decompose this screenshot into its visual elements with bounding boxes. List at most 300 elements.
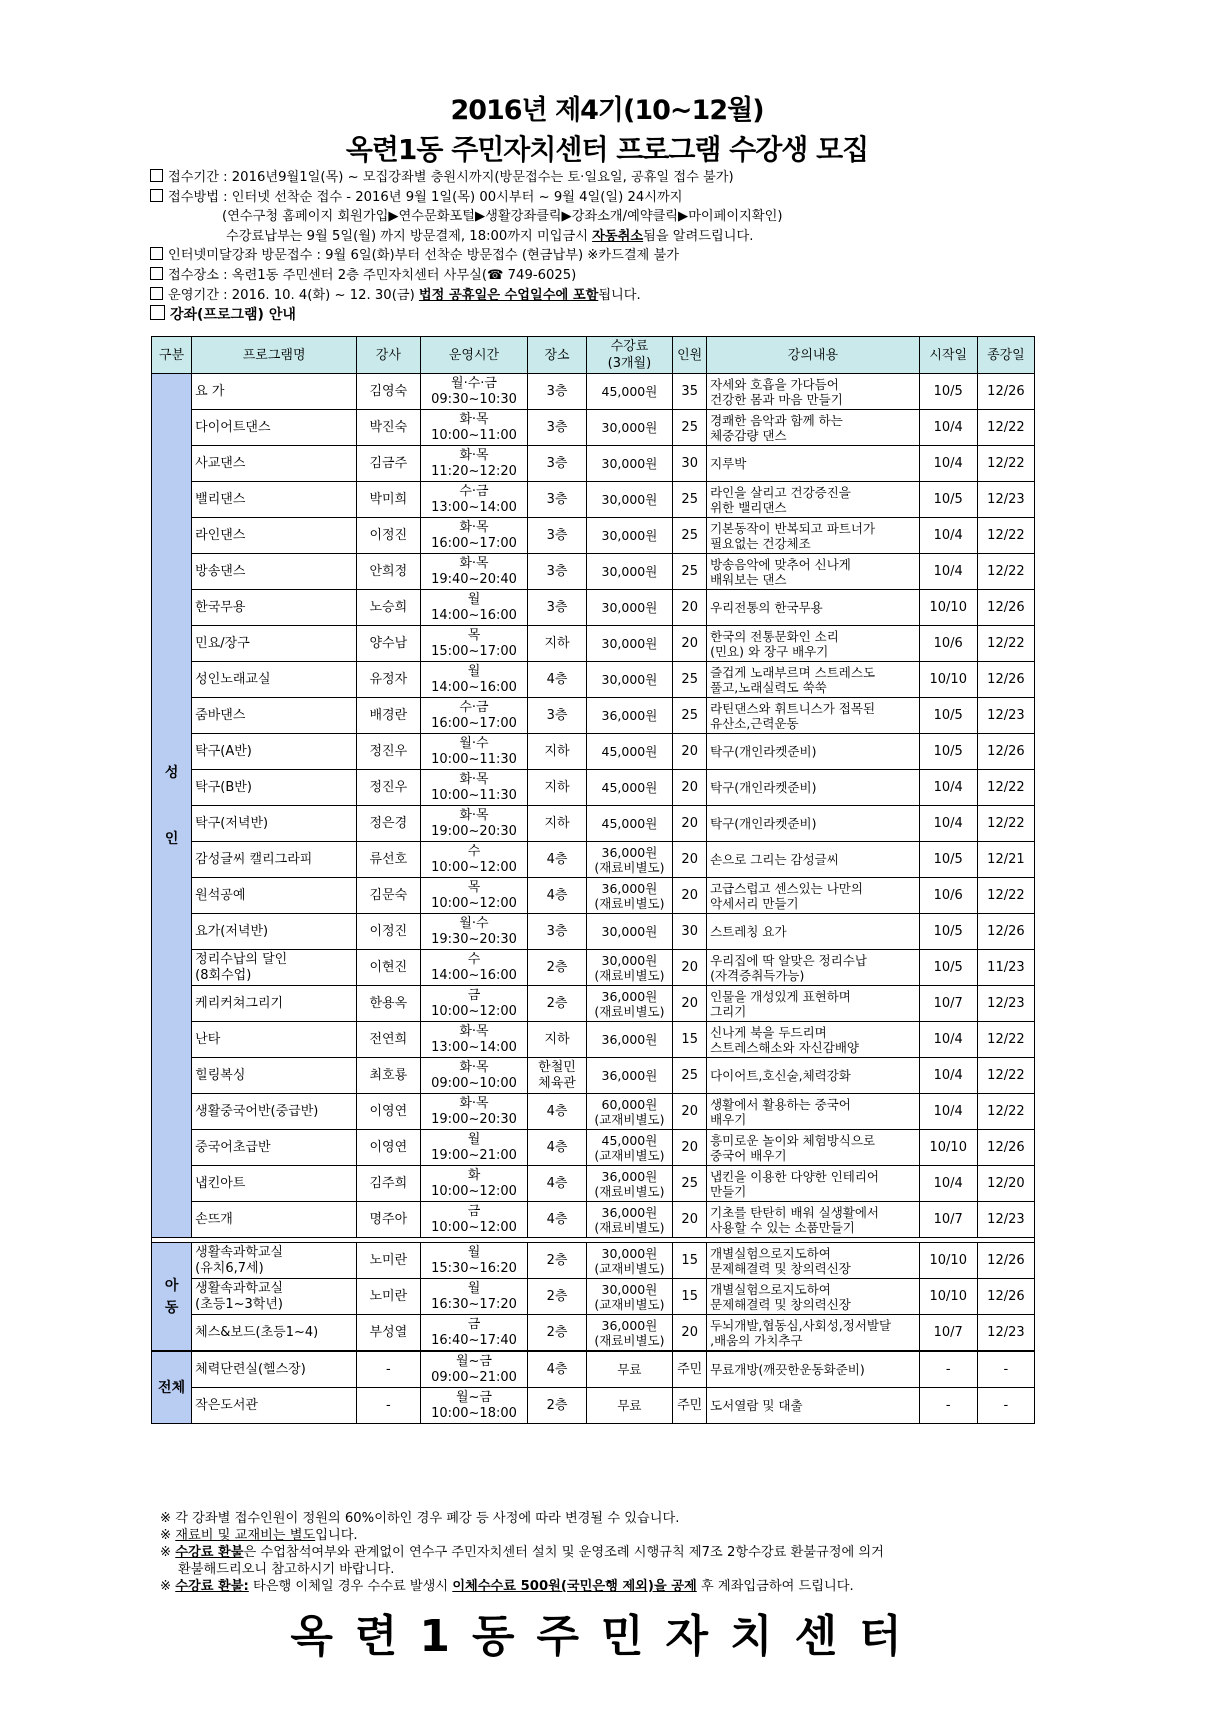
capacity: 25 — [673, 662, 707, 698]
capacity: 주민 — [673, 1388, 707, 1424]
start-date: 10/4 — [919, 770, 977, 806]
capacity: 25 — [673, 410, 707, 446]
end-date: 12/22 — [977, 1022, 1034, 1058]
end-date: 12/26 — [977, 374, 1034, 410]
checkbox-icon — [150, 247, 163, 260]
schedule: 금 10:00~12:00 — [420, 1202, 528, 1238]
capacity: 25 — [673, 698, 707, 734]
program-name: 체력단련실(헬스장) — [192, 1351, 357, 1388]
course-content: 손으로 그리는 감성글씨 — [707, 842, 920, 878]
end-date: 12/22 — [977, 518, 1034, 554]
end-date: 12/26 — [977, 590, 1034, 626]
fee: 36,000원 — [586, 698, 673, 734]
fee: 36,000원 — [586, 1058, 673, 1094]
table-row — [152, 1388, 1035, 1424]
fee: 60,000원 (교재비별도) — [586, 1094, 673, 1130]
notice-place: 접수장소 : 옥련1동 주민센터 2층 주민자치센터 사무실(☎ 749-6025) — [168, 267, 577, 283]
table-row — [152, 770, 1035, 806]
schedule: 월 19:00~21:00 — [420, 1130, 528, 1166]
table-row — [152, 842, 1035, 878]
table-row — [152, 1130, 1035, 1166]
capacity: 30 — [673, 446, 707, 482]
schedule: 월~금 10:00~18:00 — [420, 1388, 528, 1424]
notice-steps: (연수구청 홈페이지 회원가입▶연수문화포털▶생활강좌클릭▶강좌소개/예약클릭▶마이페이지확인) — [222, 209, 783, 225]
teacher-name: 류선호 — [357, 842, 420, 878]
course-content: 방송음악에 맞추어 신나게 배워보는 댄스 — [707, 554, 920, 590]
course-content: 도서열람 및 대출 — [707, 1388, 920, 1424]
capacity: 30 — [673, 914, 707, 950]
capacity: 20 — [673, 1202, 707, 1238]
end-date: 12/22 — [977, 1058, 1034, 1094]
program-name: 줌바댄스 — [192, 698, 357, 734]
page-title-line1: 2016년 제4기(10~12월) — [450, 95, 764, 126]
schedule: 수 14:00~16:00 — [420, 950, 528, 986]
fee: 36,000원 (재료비별도) — [586, 1202, 673, 1238]
footnote-2: ※ 재료비 및 교재비는 별도입니다. — [160, 1528, 358, 1543]
table-row — [152, 1315, 1035, 1352]
table-row — [152, 698, 1035, 734]
course-content: 개별실험으로지도하여 문제해결력 및 창의력신장 — [707, 1243, 920, 1279]
course-content: 냅킨을 이용한 다양한 인테리어 만들기 — [707, 1166, 920, 1202]
place: 4층 — [528, 1094, 586, 1130]
capacity: 25 — [673, 1058, 707, 1094]
teacher-name: 전연희 — [357, 1022, 420, 1058]
end-date: 12/22 — [977, 878, 1034, 914]
table-row — [152, 1279, 1035, 1315]
program-name: 체스&보드(초등1~4) — [192, 1315, 357, 1352]
start-date: 10/4 — [919, 1058, 977, 1094]
fee: 30,000원 (교재비별도) — [586, 1243, 673, 1279]
teacher-name: 이영연 — [357, 1130, 420, 1166]
schedule: 화·목 19:00~20:30 — [420, 806, 528, 842]
table-row — [152, 1022, 1035, 1058]
fee: 30,000원 — [586, 518, 673, 554]
start-date: 10/4 — [919, 1022, 977, 1058]
course-content: 기초를 탄탄히 배워 실생활에서 사용할 수 있는 소품만들기 — [707, 1202, 920, 1238]
fee: 36,000원 (재료비별도) — [586, 878, 673, 914]
checkbox-icon — [150, 169, 163, 182]
place: 2층 — [528, 986, 586, 1022]
schedule: 금 16:40~17:40 — [420, 1315, 528, 1352]
schedule: 월 14:00~16:00 — [420, 590, 528, 626]
end-date: 12/26 — [977, 1279, 1034, 1315]
start-date: 10/5 — [919, 842, 977, 878]
place: 지하 — [528, 626, 586, 662]
course-content: 우리집에 딱 알맞은 정리수납 (자격증취득가능) — [707, 950, 920, 986]
place: 한철민 체육관 — [528, 1058, 586, 1094]
end-date: 12/26 — [977, 734, 1034, 770]
program-name: 성인노래교실 — [192, 662, 357, 698]
fee: 30,000원 — [586, 482, 673, 518]
table-row — [152, 806, 1035, 842]
course-content: 지루박 — [707, 446, 920, 482]
footer-org-name: 옥련1동주민자치센터 — [290, 1611, 924, 1662]
footnote-4: ※ 수강료 환불: 타은행 이체일 경우 수수료 발생시 이체수수료 500원(국민은행 제외)을 공제 후 계좌입금하여 드립니다. — [160, 1579, 854, 1594]
course-content: 한국의 전통문화인 소리 (민요) 와 장구 배우기 — [707, 626, 920, 662]
program-name: 민요/장구 — [192, 626, 357, 662]
course-content: 신나게 북을 두드리며 스트레스해소와 자신감배양 — [707, 1022, 920, 1058]
table-row — [152, 734, 1035, 770]
end-date: 12/22 — [977, 626, 1034, 662]
place: 3층 — [528, 374, 586, 410]
start-date: 10/5 — [919, 374, 977, 410]
place: 2층 — [528, 950, 586, 986]
fee: 30,000원 — [586, 914, 673, 950]
start-date: - — [919, 1351, 977, 1388]
header-end: 종강일 — [977, 337, 1034, 374]
table-row — [152, 518, 1035, 554]
course-content: 생활에서 활용하는 중국어 배우기 — [707, 1094, 920, 1130]
course-content: 라인을 살리고 건강증진을 위한 밸리댄스 — [707, 482, 920, 518]
capacity: 25 — [673, 554, 707, 590]
course-content: 무료개방(깨끗한운동화준비) — [707, 1351, 920, 1388]
fee: 45,000원 — [586, 734, 673, 770]
teacher-name: - — [357, 1351, 420, 1388]
teacher-name: - — [357, 1388, 420, 1424]
teacher-name: 명주아 — [357, 1202, 420, 1238]
notice-period: 접수기간 : 2016년9월1일(목) ~ 모집강좌별 충원시까지(방문접수는 토·일요일, 공휴일 접수 불가) — [168, 170, 734, 185]
schedule: 월·수 19:30~20:30 — [420, 914, 528, 950]
footnote-1: ※ 각 강좌별 접수인원이 정원의 60%이하인 경우 폐강 등 사정에 따라 변경될 수 있습니다. — [160, 1511, 680, 1526]
end-date: 12/22 — [977, 554, 1034, 590]
course-content: 자세와 호흡을 가다듬어 건강한 몸과 마음 만들기 — [707, 374, 920, 410]
capacity: 20 — [673, 1094, 707, 1130]
program-name: 사교댄스 — [192, 446, 357, 482]
teacher-name: 김금주 — [357, 446, 420, 482]
teacher-name: 노미란 — [357, 1279, 420, 1315]
checkbox-icon — [150, 267, 163, 280]
teacher-name: 최호룡 — [357, 1058, 420, 1094]
schedule: 목 10:00~12:00 — [420, 878, 528, 914]
checkbox-icon — [150, 189, 163, 202]
table-row — [152, 590, 1035, 626]
program-name: 손뜨개 — [192, 1202, 357, 1238]
course-content: 우리전통의 한국무용 — [707, 590, 920, 626]
place: 4층 — [528, 1130, 586, 1166]
table-row — [152, 986, 1035, 1022]
program-name: 생활속과학교실 (유치6,7세) — [192, 1243, 357, 1279]
end-date: 12/22 — [977, 410, 1034, 446]
place: 3층 — [528, 914, 586, 950]
notice-duration: 운영기간 : 2016. 10. 4(화) ~ 12. 30(금) 법정 공휴일은 수업일수에 포함됩니다. — [168, 287, 641, 303]
program-name: 요 가 — [192, 374, 357, 410]
capacity: 20 — [673, 806, 707, 842]
program-name: 힐링복싱 — [192, 1058, 357, 1094]
table-row — [152, 374, 1035, 410]
program-name: 작은도서관 — [192, 1388, 357, 1424]
course-content: 탁구(개인라켓준비) — [707, 770, 920, 806]
capacity: 20 — [673, 986, 707, 1022]
fee: 30,000원 — [586, 590, 673, 626]
program-name: 탁구(저녁반) — [192, 806, 357, 842]
schedule: 화·목 19:00~20:30 — [420, 1094, 528, 1130]
end-date: 12/23 — [977, 698, 1034, 734]
schedule: 화·목 16:00~17:00 — [420, 518, 528, 554]
schedule: 수·금 13:00~14:00 — [420, 482, 528, 518]
course-content: 다이어트,호신술,체력강화 — [707, 1058, 920, 1094]
teacher-name: 안희정 — [357, 554, 420, 590]
capacity: 15 — [673, 1022, 707, 1058]
table-row — [152, 482, 1035, 518]
schedule: 목 15:00~17:00 — [420, 626, 528, 662]
end-date: 12/23 — [977, 1315, 1034, 1352]
start-date: 10/10 — [919, 1130, 977, 1166]
group-child: 아 동 — [152, 1243, 192, 1352]
schedule: 월·수·금 09:30~10:30 — [420, 374, 528, 410]
start-date: 10/10 — [919, 1279, 977, 1315]
course-content: 두뇌개발,협동심,사회성,정서발달 ,배움의 가치추구 — [707, 1315, 920, 1352]
table-row — [152, 626, 1035, 662]
table-row — [152, 662, 1035, 698]
start-date: 10/4 — [919, 1166, 977, 1202]
header-program: 프로그램명 — [192, 337, 357, 374]
fee: 36,000원 — [586, 1022, 673, 1058]
start-date: 10/5 — [919, 950, 977, 986]
end-date: 12/21 — [977, 842, 1034, 878]
teacher-name: 배경란 — [357, 698, 420, 734]
header-capacity: 인원 — [673, 337, 707, 374]
fee: 36,000원 (재료비별도) — [586, 1315, 673, 1352]
end-date: 12/22 — [977, 446, 1034, 482]
schedule: 화·목 13:00~14:00 — [420, 1022, 528, 1058]
footnote-3-cont: 환불해드리오니 참고하시기 바랍니다. — [178, 1562, 395, 1577]
teacher-name: 이정진 — [357, 914, 420, 950]
teacher-name: 박진숙 — [357, 410, 420, 446]
end-date: 12/26 — [977, 662, 1034, 698]
program-name: 생활속과학교실 (초등1~3학년) — [192, 1279, 357, 1315]
program-name: 밸리댄스 — [192, 482, 357, 518]
end-date: 12/26 — [977, 1130, 1034, 1166]
schedule: 월 15:30~16:20 — [420, 1243, 528, 1279]
end-date: 12/22 — [977, 806, 1034, 842]
footnotes — [160, 1510, 1060, 1595]
end-date: 12/23 — [977, 1202, 1034, 1238]
table-row — [152, 1351, 1035, 1388]
program-name: 방송댄스 — [192, 554, 357, 590]
place: 4층 — [528, 878, 586, 914]
table-header — [152, 337, 1035, 374]
capacity: 20 — [673, 1315, 707, 1352]
course-content: 인물을 개성있게 표현하며 그리기 — [707, 986, 920, 1022]
schedule: 화 10:00~12:00 — [420, 1166, 528, 1202]
start-date: 10/10 — [919, 590, 977, 626]
fee: 30,000원 — [586, 446, 673, 482]
teacher-name: 이정진 — [357, 518, 420, 554]
start-date: 10/5 — [919, 914, 977, 950]
capacity: 20 — [673, 590, 707, 626]
course-content: 기본동작이 반복되고 파트너가 필요없는 건강체조 — [707, 518, 920, 554]
notice-method: 접수방법 : 인터넷 선착순 접수 - 2016년 9월 1일(목) 00시부터 ~ 9월 4일(일) 24시까지 — [168, 189, 683, 205]
header-place: 장소 — [528, 337, 586, 374]
program-name: 중국어초급반 — [192, 1130, 357, 1166]
start-date: 10/4 — [919, 518, 977, 554]
table-row — [152, 950, 1035, 986]
fee: 36,000원 (재료비별도) — [586, 986, 673, 1022]
fee: 30,000원 (교재비별도) — [586, 1279, 673, 1315]
course-content: 탁구(개인라켓준비) — [707, 734, 920, 770]
notice-block — [150, 168, 1150, 326]
place: 2층 — [528, 1243, 586, 1279]
teacher-name: 이영연 — [357, 1094, 420, 1130]
group-adult: 성 인 — [152, 374, 192, 1238]
capacity: 20 — [673, 734, 707, 770]
fee: 30,000원 — [586, 662, 673, 698]
schedule: 화·목 09:00~10:00 — [420, 1058, 528, 1094]
start-date: 10/6 — [919, 878, 977, 914]
program-name: 정리수납의 달인 (8회수업) — [192, 950, 357, 986]
notice-payment: 수강료납부는 9월 5일(월) 까지 방문결제, 18:00까지 미입금시 자동취소됨을 알려드립니다. — [226, 228, 754, 244]
end-date: - — [977, 1388, 1034, 1424]
start-date: 10/4 — [919, 1094, 977, 1130]
program-name: 감성글씨 캘리그라피 — [192, 842, 357, 878]
course-content: 라틴댄스와 휘트니스가 접목된 유산소,근력운동 — [707, 698, 920, 734]
program-name: 라인댄스 — [192, 518, 357, 554]
end-date: 12/26 — [977, 1243, 1034, 1279]
course-content: 탁구(개인라켓준비) — [707, 806, 920, 842]
header-fee: 수강료 (3개월) — [586, 337, 673, 374]
table-row — [152, 914, 1035, 950]
teacher-name: 이현진 — [357, 950, 420, 986]
place: 2층 — [528, 1315, 586, 1352]
schedule: 화·목 11:20~12:20 — [420, 446, 528, 482]
fee: 45,000원 — [586, 806, 673, 842]
course-content: 흥미로운 놀이와 체험방식으로 중국어 배우기 — [707, 1130, 920, 1166]
end-date: 12/22 — [977, 1094, 1034, 1130]
table-row — [152, 410, 1035, 446]
header-teacher: 강사 — [357, 337, 420, 374]
start-date: 10/6 — [919, 626, 977, 662]
header-category: 구분 — [152, 337, 192, 374]
table-row — [152, 878, 1035, 914]
place: 4층 — [528, 1351, 586, 1388]
table-row — [152, 1243, 1035, 1279]
capacity: 20 — [673, 1130, 707, 1166]
capacity: 35 — [673, 374, 707, 410]
fee: 30,000원 (재료비별도) — [586, 950, 673, 986]
start-date: 10/4 — [919, 446, 977, 482]
place: 3층 — [528, 554, 586, 590]
program-name: 케리커쳐그리기 — [192, 986, 357, 1022]
capacity: 20 — [673, 878, 707, 914]
place: 2층 — [528, 1279, 586, 1315]
course-content: 경쾌한 음악과 함께 하는 체중감량 댄스 — [707, 410, 920, 446]
table-row — [152, 446, 1035, 482]
place: 지하 — [528, 1022, 586, 1058]
schedule: 수·금 16:00~17:00 — [420, 698, 528, 734]
teacher-name: 한용옥 — [357, 986, 420, 1022]
checkbox-icon — [150, 305, 165, 320]
table-row — [152, 1094, 1035, 1130]
fee: 36,000원 (재료비별도) — [586, 842, 673, 878]
program-table — [151, 336, 1035, 1424]
schedule: 월 14:00~16:00 — [420, 662, 528, 698]
start-date: 10/4 — [919, 554, 977, 590]
start-date: 10/7 — [919, 1315, 977, 1352]
schedule: 수 10:00~12:00 — [420, 842, 528, 878]
end-date: 12/23 — [977, 482, 1034, 518]
program-name: 한국무용 — [192, 590, 357, 626]
place: 지하 — [528, 770, 586, 806]
footnote-3: ※ 수강료 환불은 수업참석여부와 관계없이 연수구 주민자치센터 설치 및 운영조례 시행규칙 제7조 2항수강료 환불규정에 의거 — [160, 1545, 884, 1560]
place: 지하 — [528, 806, 586, 842]
header-content: 강의내용 — [707, 337, 920, 374]
header-time: 운영시간 — [420, 337, 528, 374]
end-date: 12/23 — [977, 986, 1034, 1022]
program-name: 난타 — [192, 1022, 357, 1058]
start-date: 10/10 — [919, 1243, 977, 1279]
program-name: 냅킨아트 — [192, 1166, 357, 1202]
teacher-name: 양수남 — [357, 626, 420, 662]
schedule: 화·목 10:00~11:00 — [420, 410, 528, 446]
table-row — [152, 1058, 1035, 1094]
program-name: 다이어트댄스 — [192, 410, 357, 446]
place: 3층 — [528, 698, 586, 734]
start-date: 10/7 — [919, 1202, 977, 1238]
place: 3층 — [528, 410, 586, 446]
teacher-name: 노승희 — [357, 590, 420, 626]
place: 4층 — [528, 1166, 586, 1202]
section-title: 강좌(프로그램) 안내 — [170, 307, 296, 324]
capacity: 20 — [673, 950, 707, 986]
start-date: 10/10 — [919, 662, 977, 698]
schedule: 화·목 10:00~11:30 — [420, 770, 528, 806]
program-name: 원석공예 — [192, 878, 357, 914]
end-date: 12/26 — [977, 914, 1034, 950]
capacity: 25 — [673, 518, 707, 554]
fee: 30,000원 — [586, 410, 673, 446]
schedule: 월 16:30~17:20 — [420, 1279, 528, 1315]
start-date: 10/5 — [919, 698, 977, 734]
header-start: 시작일 — [919, 337, 977, 374]
schedule: 월·수 10:00~11:30 — [420, 734, 528, 770]
teacher-name: 정은경 — [357, 806, 420, 842]
program-name: 생활중국어반(중급반) — [192, 1094, 357, 1130]
course-content: 고급스럽고 센스있는 나만의 악세서리 만들기 — [707, 878, 920, 914]
schedule: 월~금 09:00~21:00 — [420, 1351, 528, 1388]
fee: 36,000원 (재료비별도) — [586, 1166, 673, 1202]
place: 4층 — [528, 1202, 586, 1238]
notice-visit: 인터넷미달강좌 방문접수 : 9월 6일(화)부터 선착순 방문접수 (현금납부) ※카드결제 불가 — [168, 248, 679, 264]
fee: 무료 — [586, 1351, 673, 1388]
end-date: - — [977, 1351, 1034, 1388]
fee: 45,000원 — [586, 770, 673, 806]
teacher-name: 김영숙 — [357, 374, 420, 410]
table-row — [152, 1202, 1035, 1238]
program-name: 탁구(A반) — [192, 734, 357, 770]
course-content: 개별실험으로지도하여 문제해결력 및 창의력신장 — [707, 1279, 920, 1315]
capacity: 15 — [673, 1243, 707, 1279]
table-row — [152, 554, 1035, 590]
place: 3층 — [528, 482, 586, 518]
schedule: 화·목 19:40~20:40 — [420, 554, 528, 590]
course-content: 스트레칭 요가 — [707, 914, 920, 950]
capacity: 15 — [673, 1279, 707, 1315]
place: 지하 — [528, 734, 586, 770]
capacity: 25 — [673, 1166, 707, 1202]
end-date: 12/20 — [977, 1166, 1034, 1202]
schedule: 금 10:00~12:00 — [420, 986, 528, 1022]
fee: 45,000원 (교재비별도) — [586, 1130, 673, 1166]
group-all: 전체 — [152, 1351, 192, 1424]
start-date: 10/7 — [919, 986, 977, 1022]
place: 3층 — [528, 446, 586, 482]
checkbox-icon — [150, 287, 163, 300]
fee: 30,000원 — [586, 554, 673, 590]
place: 4층 — [528, 842, 586, 878]
fee: 45,000원 — [586, 374, 673, 410]
teacher-name: 정진우 — [357, 734, 420, 770]
start-date: - — [919, 1388, 977, 1424]
